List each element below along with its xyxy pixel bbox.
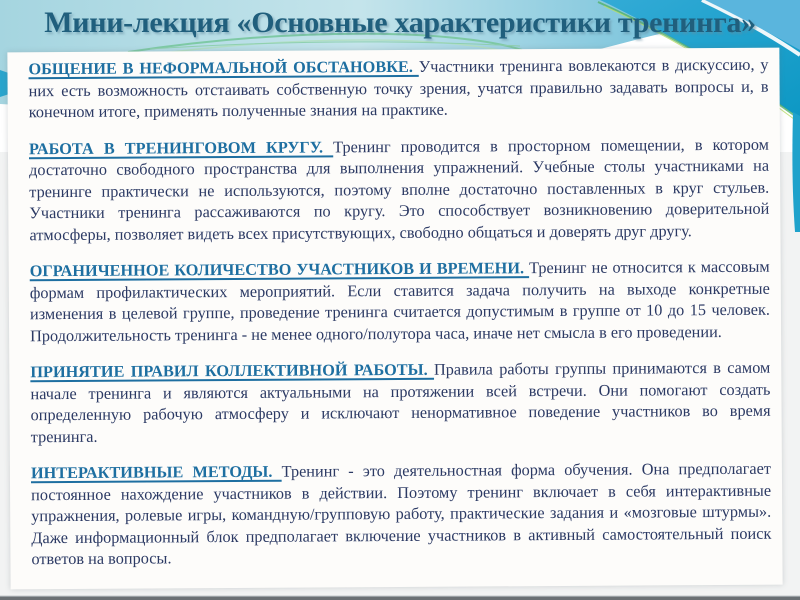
paragraph-heading: ПРИНЯТИЕ ПРАВИЛ КОЛЛЕКТИВНОЙ РАБОТЫ.: [30, 359, 435, 382]
paragraph-body: Правила работы группы принимаются в самом начале тренинга и являются актуальными на протяжении всей встречи. Они помогают создать определенную рабочую атмосферу и исключают ненормативное поведение участников во время тренинга.: [30, 357, 771, 446]
paragraph-body: Тренинг не относится к массовым формам профилактических мероприятий. Если ставится задача получить на выходе конкретные изменения в целевой группе, проведение тренинга считается допустимым в группе от 10 до 15 человек. Продолжительность тренинга - не менее одного/полутора часа, иначе нет смысла в его проведении.: [29, 256, 771, 345]
paragraph-training-circle: [29, 133, 770, 245]
paragraph-heading: ОБЩЕНИЕ В НЕФОРМАЛЬНОЙ ОБСТАНОВКЕ.: [28, 56, 419, 79]
paragraph-body: Тренинг проводится в просторном помещении, в котором достаточно свободного пространства для выполнения упражнений. Учебные столы участниками на тренинге практически не используются, поэтому вполне достаточно поставленных в круг стульев. Участники тренинга рассаживаются по кругу. Это способствует возникновению доверительной атмосферы, позволяет видеть всех присутствующих, свободно общаться и доверять друг другу.: [29, 134, 770, 244]
paragraph-collective-rules: [30, 357, 771, 448]
paragraph-limited-participants: [30, 256, 771, 347]
bottom-border: [0, 595, 800, 600]
paragraph-body: Участники тренинга вовлекаются в дискуссию, у них есть возможность отстаивать собственную точку зрения, учатся правильно задавать вопросы и, в конечном итоге, применять полученные знания на практике.: [28, 54, 769, 122]
paragraph-informal-communication: [28, 54, 768, 123]
paragraph-heading: РАБОТА В ТРЕНИНГОВОМ КРУГУ.: [28, 136, 334, 158]
paragraph-heading: ОГРАНИЧЕННОЕ КОЛИЧЕСТВО УЧАСТНИКОВ И ВРЕМЕНИ.: [29, 258, 530, 281]
slide-title: Мини-лекция «Основные характеристики тренинга»: [44, 6, 756, 39]
right-teal-strip: [792, 112, 800, 232]
paragraph-interactive-methods: [31, 458, 772, 570]
content-panel: [7, 48, 782, 590]
paragraph-heading: ИНТЕРАКТИВНЫЕ МЕТОДЫ.: [30, 461, 282, 483]
paragraph-body: Тренинг - это деятельностная форма обучения. Она предполагает постоянное нахождение участников в действии. Поэтому тренинг включает в себя интерактивные упражнения, ролевые игры, командную/групповую работу, практические задания и «мозговые штурмы». Даже информационный блок предполагает включение участников в активный самостоятельный поиск ответов на вопросы.: [31, 458, 772, 569]
